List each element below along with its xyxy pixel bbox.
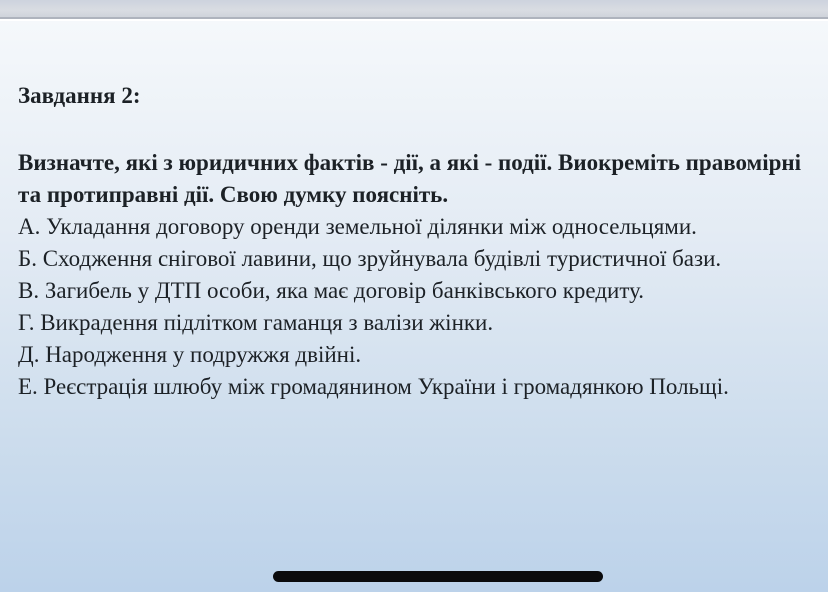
task-item-e: Е. Реєстрація шлюбу між громадянином України і громадянкою Польщі. [18, 374, 729, 399]
task-items-list [18, 211, 820, 403]
task-item-d: Д. Народження у подружжя двійні. [18, 342, 362, 367]
task-item-v: В. Загибель у ДТП особи, яка має договір банківського кредиту. [18, 278, 645, 303]
document-page [0, 21, 828, 592]
task-item-b: Б. Сходження снігової лавини, що зруйнувала будівлі туристичної бази. [18, 246, 722, 271]
status-bar [0, 0, 828, 19]
task-heading: Завдання 2: [18, 83, 141, 108]
task-instruction: Визначте, які з юридичних фактів - дії, а які - події. Виокреміть правомірні та протиправні дії. Свою думку поясніть. [18, 150, 802, 207]
home-indicator-handle[interactable] [273, 571, 603, 582]
task-item-g: Г. Викрадення підлітком гаманця з валізи жінки. [18, 310, 494, 335]
task-item-a: А. Укладання договору оренди земельної ділянки між односельцями. [18, 214, 697, 239]
